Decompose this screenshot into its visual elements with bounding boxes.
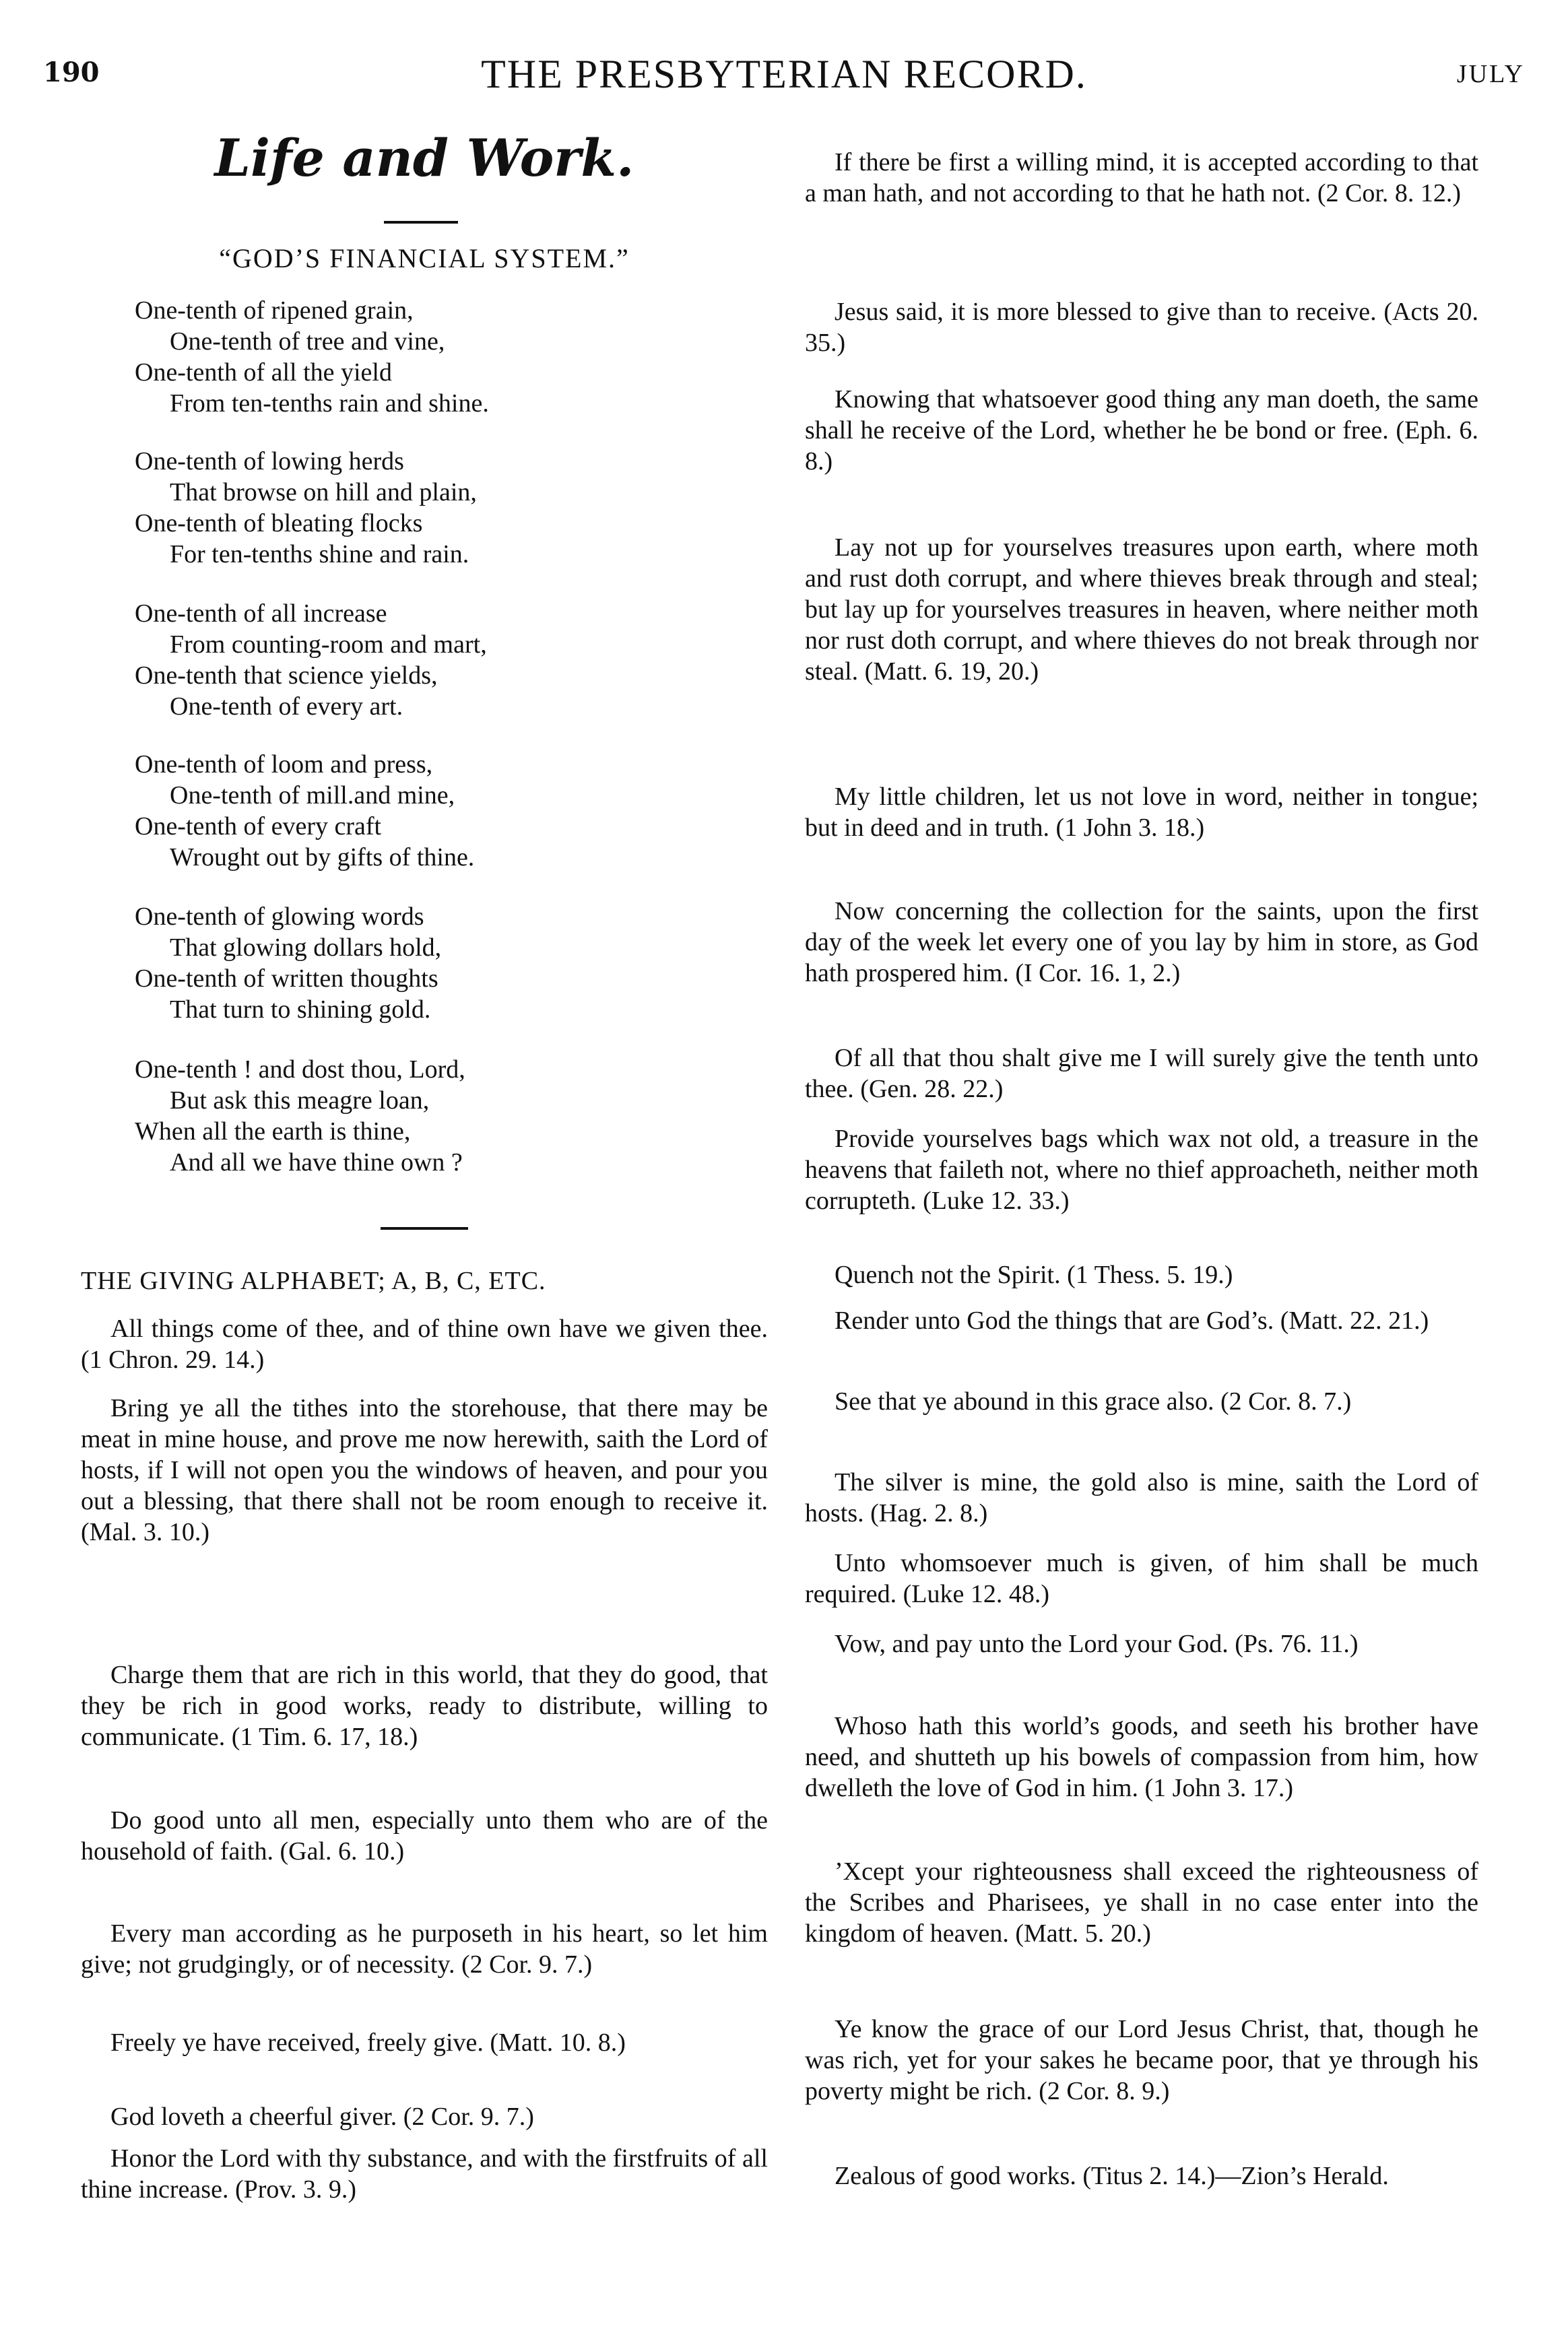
issue-month: JULY [1456,60,1525,88]
poem-line: For ten-tenths shine and rain. [170,540,469,568]
paragraph-text: Provide yourselves bags which wax not old, a treasure in the heavens that faileth not, where no thief approacheth, neither moth corrupteth. (Luke 12. 33.) [805,1125,1478,1215]
paragraph-text: Ye know the grace of our Lord Jesus Christ, that, though he was rich, yet for your sakes he became poor, that ye through his poverty might be rich. (2 Cor. 8. 9.) [805,2015,1478,2105]
scripture-paragraph [81,1918,768,1980]
poem-line: One-tenth of lowing herds [135,447,404,475]
page-number: 190 [43,57,100,88]
poem-line: One-tenth of written thoughts [135,964,438,993]
poem-line: One-tenth of all increase [135,599,387,628]
paragraph-text: My little children, let us not love in word, neither in tongue; but in deed and in truth. (1 John 3. 18.) [805,783,1478,842]
paragraph-text: Zealous of good works. (Titus 2. 14.)—Zion’s Herald. [835,2162,1389,2190]
poem-line: One-tenth of every craft [135,812,382,840]
poem-line: One-tenth ! and dost thou, Lord, [135,1055,465,1084]
poem-line: From ten-tenths rain and shine. [170,389,489,418]
poem-line: When all the earth is thine, [135,1117,411,1146]
scripture-paragraph [805,1043,1478,1104]
paragraph-text: Lay not up for yourselves treasures upon earth, where moth and rust doth corrupt, and where thieves break through and steal; but lay up for yourselves treasures in heaven, where neither moth nor rust doth corrupt, and where thieves do not break through nor steal. (Matt. 6. 19, 20.) [805,533,1478,686]
scripture-paragraph [81,1805,768,1867]
poem-line: From counting-room and mart, [170,630,487,659]
scripture-paragraph [805,296,1478,358]
scripture-paragraph [805,1305,1478,1336]
poem-stanza [135,901,741,1025]
paragraph-text: Of all that thou shalt give me I will surely give the tenth unto thee. (Gen. 28. 22.) [805,1044,1478,1103]
poem-line: One-tenth of glowing words [135,902,424,931]
paragraph-text: ’Xcept your righteousness shall exceed the righteousness of the Scribes and Pharisees, ye shall in no case enter into the kingdom of heaven. (Matt. 5. 20.) [805,1857,1478,1948]
scripture-paragraph [805,1628,1478,1659]
paragraph-text: Bring ye all the tithes into the storehouse, that there may be meat in mine house, and prove me now herewith, saith the Lord of hosts, if I will not open you the windows of heaven, and pour you out a blessing, that there shall not be room enough to receive it. (Mal. 3. 10.) [81,1394,768,1546]
scripture-paragraph [81,1313,768,1375]
poem-line: That turn to shining gold. [170,995,431,1024]
scripture-paragraph [81,2143,768,2205]
scripture-paragraph [81,1393,768,1548]
scripture-paragraph [805,2014,1478,2107]
scripture-paragraph [805,1856,1478,1949]
poem-title: “GOD’S FINANCIAL SYSTEM.” [219,243,630,273]
section-rule [381,1227,468,1230]
paragraph-text: Now concerning the collection for the saints, upon the first day of the week let every one of you lay by him in store, as God hath prospered him. (I Cor. 16. 1, 2.) [805,897,1478,987]
scripture-paragraph [805,384,1478,477]
paragraph-text: Every man according as he purposeth in his heart, so let him give; not grudgingly, or of necessity. (2 Cor. 9. 7.) [81,1919,768,1979]
paragraph-text: Render unto God the things that are God’s. (Matt. 22. 21.) [835,1307,1429,1335]
paragraph-text: The silver is mine, the gold also is mine, saith the Lord of hosts. (Hag. 2. 8.) [805,1468,1478,1527]
poem-line: That glowing dollars hold, [170,933,442,962]
running-head [43,52,1525,110]
poem-line: One-tenth of mill.and mine, [170,781,455,810]
scripture-paragraph [81,1659,768,1752]
alphabet-heading: THE GIVING ALPHABET; A, B, C, ETC. [81,1267,546,1295]
paragraph-text: God loveth a cheerful giver. (2 Cor. 9. 7.) [110,2103,534,2131]
paragraph-text: Unto whomsoever much is given, of him shall be much required. (Luke 12. 48.) [805,1549,1478,1608]
scripture-paragraph [805,1467,1478,1529]
scripture-paragraph [805,1711,1478,1804]
poem-line: One-tenth of ripened grain, [135,296,414,325]
poem-line: One-tenth of all the yield [135,358,392,387]
paragraph-text: Do good unto all men, especially unto them who are of the household of faith. (Gal. 6. 10.) [81,1806,768,1866]
paragraph-text: Charge them that are rich in this world, that they do good, that they be rich in good works, ready to distribute, willing to communicate. (1 Tim. 6. 17, 18.) [81,1661,768,1751]
poem-stanza [135,446,741,570]
scripture-paragraph [805,147,1478,209]
poem-line: Wrought out by gifts of thine. [170,843,475,871]
paragraph-text: Quench not the Spirit. (1 Thess. 5. 19.) [835,1261,1233,1289]
poem-stanza [135,1054,741,1178]
scripture-paragraph [805,896,1478,989]
section-title: Life and Work. [214,128,634,188]
paragraph-text: Freely ye have received, freely give. (Matt. 10. 8.) [110,2029,626,2057]
scripture-paragraph [805,1123,1478,1216]
poem-line: One-tenth of tree and vine, [170,327,445,356]
scripture-paragraph [81,2101,768,2132]
poem-line: One-tenth of every art. [170,692,403,721]
scripture-paragraph [81,2027,768,2058]
poem-stanza [135,598,741,722]
paragraph-text: Vow, and pay unto the Lord your God. (Ps. 76. 11.) [835,1630,1359,1658]
journal-title: THE PRESBYTERIAN RECORD. [481,52,1087,96]
poem-line: One-tenth that science yields, [135,661,438,690]
scripture-paragraph [805,781,1478,843]
paragraph-text: Knowing that whatsoever good thing any man doeth, the same shall he receive of the Lord, whether he be bond or free. (Eph. 6. 8.) [805,385,1478,475]
scripture-paragraph [805,1259,1478,1290]
paragraph-text: Honor the Lord with thy substance, and with the firstfruits of all thine increase. (Prov. 3. 9.) [81,2144,768,2204]
scripture-paragraph [805,1548,1478,1610]
poem-stanza [135,295,741,419]
paragraph-text: If there be first a willing mind, it is accepted according to that a man hath, and not according to that he hath not. (2 Cor. 8. 12.) [805,148,1478,207]
paragraph-text: See that ye abound in this grace also. (2 Cor. 8. 7.) [835,1387,1352,1416]
paragraph-text: All things come of thee, and of thine own have we given thee. (1 Chron. 29. 14.) [81,1315,768,1374]
poem-line: But ask this meagre loan, [170,1086,430,1115]
poem-line: And all we have thine own ? [170,1148,463,1177]
poem-stanza [135,749,741,873]
poem-line: One-tenth of loom and press, [135,750,433,779]
scripture-paragraph [805,1386,1478,1417]
paragraph-text: Jesus said, it is more blessed to give than to receive. (Acts 20. 35.) [805,298,1478,357]
poem-line: One-tenth of bleating flocks [135,509,423,537]
poem-line: That browse on hill and plain, [170,478,477,506]
scripture-paragraph [805,532,1478,687]
title-rule [384,221,458,224]
scripture-paragraph [805,2161,1478,2191]
paragraph-text: Whoso hath this world’s goods, and seeth his brother have need, and shutteth up his bowels of compassion from him, how dwelleth the love of God in him. (1 John 3. 17.) [805,1712,1478,1802]
